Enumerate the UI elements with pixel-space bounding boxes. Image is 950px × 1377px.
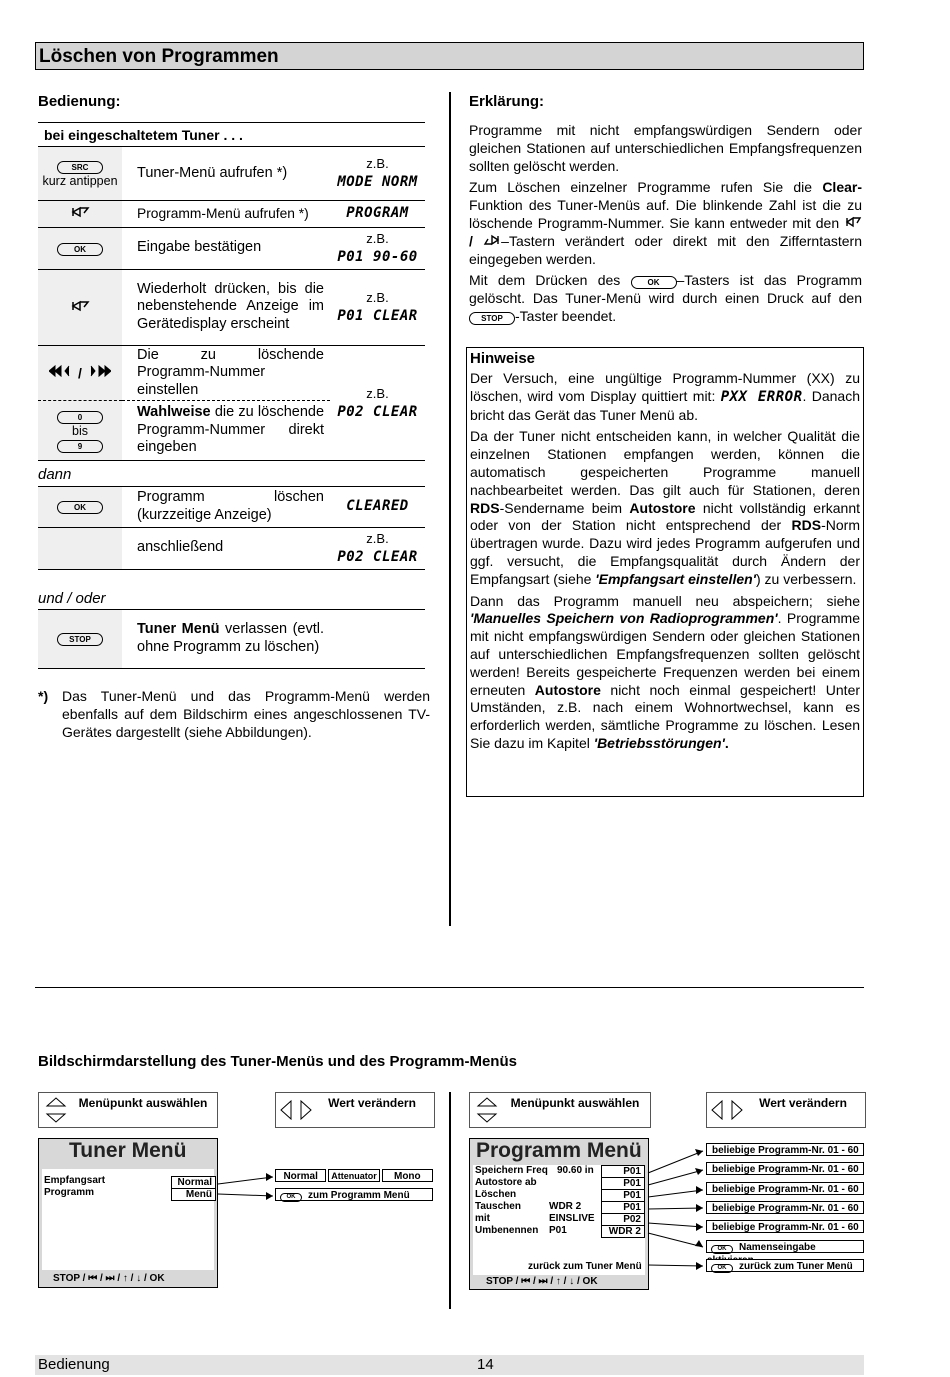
operations-table-3 [38,610,425,669]
icon-caption: bis [72,423,88,438]
footnote: Das Tuner-Menü und das Programm-Menü werden ebenfalls auf dem Bildschirm eines angeschlossenen TV-Gerätes dargestellt (siehe Abbildungen). [62,688,430,740]
to-programm-label: zum Programm Menü [308,1190,410,1201]
text: nicht vollständig erkannt oder von der Station nicht entsprechend der [470,499,860,534]
footer-bar [35,1355,864,1375]
text: -Norm übertragen wurde. Dazu wird jedes Programm aufgerufen und ggf. versucht, die Empfangsqualität durch Ändern der Empfangsart (siehe [470,517,860,587]
slash: / [78,365,82,382]
option-attenuator[interactable]: Attenuator [328,1169,379,1182]
up-down-arrows-icon [476,1096,498,1124]
icon-cell [38,269,122,345]
row-desc-text: verlassen (evtl. ohne Programm zu löschen) [137,621,324,655]
hinweise-title: Hinweise [470,350,536,367]
para: Zum Löschen einzelner Programme rufen Sie die Clear-Funktion des Tuner-Menüs auf. Die blinkende Zahl ist die zu löschende Programm-Nummer. Sie kann entweder mit den / –Tastern verändert oder direkt mit den Zifferntastern eingegeben werden. [469,179,863,267]
screens-heading: Bildschirmdarstellung des Tuner-Menüs und des Programm-Menüs [38,1053,517,1070]
menupunkt-box [469,1092,651,1128]
cross-reference: 'Betriebsstörungen' [593,734,725,751]
up-down-arrows-icon [45,1096,67,1124]
skip-forward-icon [483,234,501,246]
menupunkt-label: Menüpunkt auswählen [78,1096,208,1110]
zb-label: z.B. [366,290,389,305]
text-bold: Autostore [629,499,696,516]
row-desc: Tuner-Menü aufrufen *) [122,147,330,200]
icon-cell [38,345,122,401]
prog-extra: 90.60 in [557,1165,594,1176]
prog-value[interactable]: P02 [601,1213,645,1226]
programm-menu-title: Programm Menü [476,1139,642,1162]
programm-menu-body [473,1165,645,1275]
wert-label: Wert verändern [759,1096,847,1110]
icon-caption: kurz antippen [42,173,118,188]
prog-label: Tauschen [475,1201,521,1212]
to-programm-menu-box[interactable] [275,1188,433,1201]
program-number-box[interactable]: beliebige Programm-Nr. 01 - 60 [706,1201,864,1214]
back-to-tuner[interactable]: zurück zum Tuner Menü [528,1261,642,1272]
namenseingabe-label: Namenseingabe [739,1242,816,1253]
row-desc: Wiederholt drücken, bis die nebenstehende Anzeige im Gerätedisplay erscheint [122,269,330,345]
program-number-box[interactable]: beliebige Programm-Nr. 01 - 60 [706,1143,864,1156]
prog-label: Autostore ab [475,1177,537,1188]
prog-extra: P01 [549,1225,567,1236]
prog-value[interactable]: P01 [601,1201,645,1214]
para [470,428,860,588]
row-desc [122,610,330,668]
zb-label: z.B. [366,531,389,546]
text: Zum Löschen einzelner Programme rufen Sie die [469,179,813,196]
divider [38,122,425,123]
dann-label: dann [38,466,72,483]
zurueck-box[interactable] [706,1259,864,1272]
text: –Tastern verändert oder direkt mit den Zifferntastern eingegeben werden. [469,232,863,267]
icon-cell [38,227,122,269]
display-cell [330,345,425,461]
page-title: Löschen von Programmen [35,42,864,70]
display-cell [330,147,425,200]
text: Dann das Programm manuell neu abspeichern; siehe [470,592,860,609]
right-text [469,122,862,326]
para: Programme mit nicht empfangswürdigen Sendern oder gleichen Stationen auf unterschiedlichen Empfangsfrequenzen sollten gelöscht werden. [469,122,862,174]
zurueck-label: zurück zum Tuner Menü [739,1261,853,1272]
display-cell [330,227,425,269]
prog-value[interactable]: P01 [601,1165,645,1178]
icon-cell [38,401,122,461]
prog-value[interactable]: P01 [601,1177,645,1190]
fast-forward-icon [85,364,111,378]
lcd-display: PXX ERROR [720,388,803,405]
zb-label: z.B. [366,231,389,246]
tuner-menu-footer: STOP / ⏮ / ⏭ / ↑ / ↓ / OK [53,1273,165,1284]
zb-label: z.B. [366,385,389,401]
tuner-menu-body [42,1169,214,1270]
wert-box [275,1092,435,1128]
programm-menu-screen [469,1138,649,1290]
programm-menu-footer: STOP / ⏮ / ⏭ / ↑ / ↓ / OK [486,1276,598,1287]
display-cell [330,269,425,345]
lcd-display: PROGRAM [346,205,409,221]
und-oder-label: und / oder [38,590,106,607]
lcd-display: P02 CLEAR [337,403,418,420]
table-row [38,487,425,527]
stop-button-icon: STOP [57,633,103,646]
table-row [38,527,425,569]
text-bold: RDS [791,517,822,534]
table-row [38,345,425,401]
prog-label: Speichern Freq [475,1165,548,1176]
src-button-icon: SRC [57,161,103,174]
section-divider [35,987,864,988]
footnote-mark: *) [38,688,49,704]
hinweise-box [466,347,864,797]
lcd-display: P02 CLEAR [337,549,418,565]
option-mono[interactable]: Mono [382,1169,433,1182]
icon-cell [38,487,122,527]
text: -Taster beendet. [515,307,617,324]
display-cell [330,200,425,227]
ok-button-icon: OK [57,243,103,256]
table-row [38,269,425,345]
prog-extra: WDR 2 [549,1201,582,1212]
lcd-display: P01 CLEAR [337,308,418,324]
text: nicht noch einmal gespeichert! Unter Umständen, z.B. nach einem Wohnortwechsel, kann es erforderlich werden, sämtliche Programme zu löschen. Lesen Sie dazu im Kapitel [470,681,861,751]
lcd-display: CLEARED [346,498,409,515]
display-cell [330,487,425,527]
rewind-icon [49,364,75,378]
row-desc: anschließend [122,527,330,569]
prog-label: mit [475,1213,490,1224]
tuner-menu-title: Tuner Menü [69,1139,187,1162]
operations-table-2 [38,487,425,570]
para [470,593,860,753]
prog-value[interactable]: WDR 2 [601,1225,645,1238]
text: Funktion des Tuner-Menüs auf. Die blinkende Zahl ist die zu löschende Programm-Nummer. Sie kann entweder mit den [469,197,862,231]
menu-value[interactable]: Normal [171,1176,216,1189]
menu-label: Empfangsart [44,1175,106,1186]
text: -Sendername beim [499,499,623,516]
text: . Danach bricht das Gerät das Tuner Menü ab. [470,387,860,423]
lcd-display: P01 90-60 [337,249,418,265]
skip-back-icon [844,216,862,228]
display-cell [330,527,425,569]
prog-value[interactable]: P01 [601,1189,645,1202]
menu-label: Programm [44,1187,95,1198]
row-desc-text: die zu löschende Programm-Nummer direkt eingeben [137,404,325,456]
column-divider [449,1092,451,1309]
para [469,272,862,325]
nine-button-icon: 9 [57,440,103,453]
text: ) zu verbessern. [756,570,857,587]
menupunkt-label: Menüpunkt auswählen [510,1096,640,1110]
zero-button-icon: 0 [57,411,103,424]
row-desc: Eingabe bestätigen [122,227,330,269]
table-row [38,227,425,269]
ok-button-icon: OK [711,1245,733,1254]
lcd-display: MODE NORM [337,174,418,191]
operations-table [38,147,425,461]
prog-label: Löschen [475,1189,517,1200]
program-number-box[interactable]: beliebige Programm-Nr. 01 - 60 [706,1182,864,1195]
para [470,370,860,424]
icon-cell [38,200,122,227]
right-heading: Erklärung: [469,93,545,110]
text: . Programme mit nicht empfangswürdigen Sendern oder gleichen Stationen auf unterschiedlichen Empfangsfrequenzen sollten gelöscht werden! Bereits gespeicherte Frequenzen werden bei einem erneuten [470,610,860,698]
text-bold: Autostore [534,681,601,698]
page-number: 14 [477,1356,494,1373]
wert-label: Wert verändern [328,1096,416,1110]
text: . [724,734,729,751]
row-desc-bold: Wahlweise [137,404,211,421]
skip-back-icon [69,205,91,219]
option-normal[interactable]: Normal [275,1169,326,1182]
row-desc: Programm löschen (kurzzeitige Anzeige) [122,487,330,527]
cross-reference: 'Manuelles Speichern von Radioprogrammen' [470,610,778,627]
text: Da der Tuner nicht entscheiden kann, in welcher Qualität die einzelnen Stationen empfangen werden, können die automatisch gespeicherten Programme manuell nachbearbeitet werden. Das gilt auch für Stationen, deren [470,428,860,498]
menu-value[interactable]: Menü [171,1188,216,1201]
text: –Tasters ist das Programm gelöscht. Das Tuner-Menü wird durch einen Druck auf den [469,272,863,307]
icon-cell [38,527,122,569]
left-right-arrows-icon [710,1099,744,1121]
text-bold: Clear- [822,179,862,196]
ok-button-icon: OK [280,1193,302,1202]
stop-button-icon: STOP [469,312,515,325]
footer-section: Bedienung [38,1356,110,1373]
table-row [38,147,425,200]
text-bold: RDS [470,499,500,516]
namenseingabe-box[interactable] [706,1240,864,1253]
ok-button-icon: OK [631,276,677,289]
empfangsart-options [275,1169,433,1185]
skip-back-icon [69,299,91,313]
wert-box [706,1092,866,1128]
prog-label: Umbenennen [475,1225,539,1236]
subheading: bei eingeschaltetem Tuner . . . [44,127,243,143]
text: Mit dem Drücken des [469,272,621,289]
menupunkt-box [38,1092,218,1128]
connector-arrows [645,1143,710,1273]
icon-cell [38,147,122,200]
ok-button-icon: OK [711,1264,733,1273]
row-desc: Die zu löschende Programm-Nummer einstellen [122,345,330,401]
ok-button-icon: OK [57,501,103,514]
left-right-arrows-icon [279,1099,313,1121]
icon-cell [38,610,122,668]
table-row [38,610,425,668]
column-divider [449,92,451,926]
hinweise-text [470,370,860,753]
connector-arrows [215,1170,280,1210]
cross-reference: 'Empfangsart einstellen' [595,570,756,587]
table-row [38,200,425,227]
prog-extra: EINSLIVE [549,1213,595,1224]
row-desc: Programm-Menü aufrufen *) [122,200,330,227]
text: Der Versuch, eine ungültige Programm-Nummer (XX) zu löschen, wird vom Display quittiert mit: [470,370,860,404]
display-cell [330,610,425,668]
program-number-box[interactable]: beliebige Programm-Nr. 01 - 60 [706,1162,864,1175]
tuner-menu-screen [38,1138,218,1288]
program-number-box[interactable]: beliebige Programm-Nr. 01 - 60 [706,1220,864,1233]
row-desc-bold: Tuner Menü [137,621,220,638]
left-heading: Bedienung: [38,93,121,110]
row-desc [122,401,330,461]
zb-label: z.B. [366,156,389,172]
